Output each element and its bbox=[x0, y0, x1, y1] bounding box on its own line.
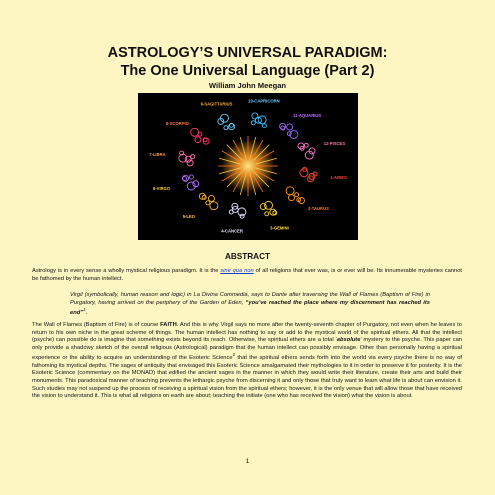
zodiac-sign-label: 12-PISCES bbox=[323, 140, 346, 146]
zodiac-sign-label: 8-SCORPIO bbox=[166, 121, 190, 127]
zodiac-wheel-svg bbox=[138, 93, 358, 240]
footnote-ref-2[interactable]: 2 bbox=[232, 353, 236, 359]
virgil-quote: Virgil (symbolically, human reason and logic) in La Divina Commedia, says to Dante after traversing the Wall of Flames (Baptism of Fire) in Purgatory, having arrived on the periphery of the Garden of Eden, “you’ve reached the place where my discernment has reached its end”$^1$. bbox=[70, 292, 430, 317]
page-number: 1 bbox=[245, 458, 250, 465]
zodiac-sign-label: 6-VIRGO bbox=[152, 186, 171, 192]
zodiac-sign-label: 4-CANCER bbox=[221, 228, 243, 234]
title-line-1: ASTROLOGY’S UNIVERSAL PARADIGM: bbox=[107, 45, 388, 61]
zodiac-sign-label: 11-AQUARIUS bbox=[293, 112, 322, 118]
zodiac-sign-label: 9-SAGITTARIUS bbox=[200, 101, 233, 107]
zodiac-sign-label: 3-GEMINI bbox=[270, 225, 289, 231]
document-title bbox=[0, 44, 495, 80]
title-line-2: The One Universal Language (Part 2) bbox=[120, 63, 375, 79]
abstract-heading: ABSTRACT bbox=[224, 252, 271, 261]
abstract-paragraph-1: Astrology is in every sense a wholly mystical religious paradigm. It is the sine qua non of all religions that ever was, is or ever will be. Its innumerable mysteries cannot be fathomed by the human intellect. bbox=[32, 268, 462, 282]
zodiac-sign-label: 7-LIBRA bbox=[149, 152, 166, 158]
footnote-ref-1[interactable]: 1 bbox=[83, 308, 86, 314]
abstract-paragraph-3: The Wall of Flames (Baptism of Fire) is of course FAITH. And this is why Virgil says no more after the twenty-seventh chapter of Purgatory, not even when he leaves to return to his own niche in the great scheme of things. The human intellect has nothing to say or add to the mystical world of the spiritual ethers. All that the intellect (psyche) can possible do is imagine that something exists beyond its reach. Otherwise, the spiritual ethers are a total ‘absolute’ mystery to the psyche. This paper can only provide a shadowy sketch of the overall religious (Astrological) paradigm that the human intellect can possibly envisage. Other than personally having a spiritual experience or the ability to acquire an understanding of the Esoteric Science$^2$ that the spiritual ethers sends forth into the world via every psyche there is no way of fathoming its mystical depths. The sages of antiquity that envisaged this Esoteric Science amalgamated their mythologies to it in order to preserve it for posterity. It is the Esoteric Science (commentary on the MONAD) that edified the ancient sages in the manner in which they would write their literature, create their arts and build their monuments. This paradoxical manner of teaching prevents the lethargic psyche from discerning it and only those that truly want to learn what life is about can envision it. Such studies may not suspend up the process of receiving a spiritual vision from the spiritual ethers; however, it is the only venue that will allow those that have received the vision to understand it. This is what all religions on earth are about; teaching the initiate (one who has received the vision) what the vision is about. bbox=[32, 322, 462, 400]
zodiac-wheel-figure bbox=[138, 93, 358, 240]
zodiac-sign-label: 2-TAURUS bbox=[308, 205, 329, 211]
sine-qua-non-link[interactable]: sine qua non bbox=[220, 268, 254, 274]
author-name: William John Meegan bbox=[208, 81, 287, 90]
zodiac-sign-label: 10-CAPRICORN bbox=[248, 98, 280, 104]
faith-word: FAITH bbox=[160, 322, 177, 328]
absolute-word: absolute bbox=[336, 337, 361, 344]
quote-emphasis: “you’ve reached the place where my discernment has reached its end” bbox=[70, 299, 430, 317]
zodiac-sign-label: 5-LEO bbox=[182, 214, 196, 220]
zodiac-sign-label: 1-ARIES bbox=[330, 174, 347, 180]
